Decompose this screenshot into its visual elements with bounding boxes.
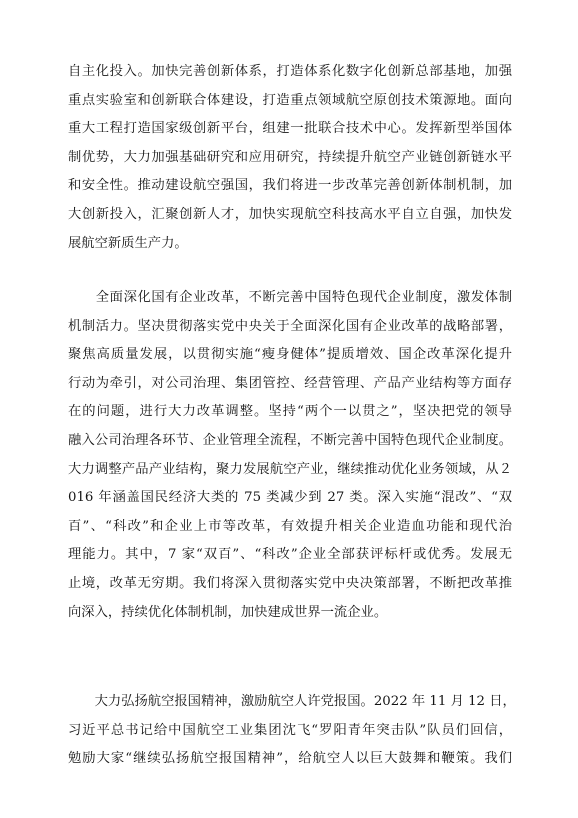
text-line: 大力调整产品产业结构，聚力发展航空产业，继续推动优化业务领域，从２ <box>68 461 512 477</box>
text-line: 止境，改革无穷期。我们将深入贯彻落实党中央决策部署，不断把改革推 <box>68 575 512 591</box>
text-line: 在的问题，进行大力改革调整。坚持“两个一以贯之”，坚决把党的领导 <box>68 404 512 420</box>
text-line: 重大工程打造国家级创新平台，组建一批联合技术中心。发挥新型举国体 <box>68 121 512 137</box>
text-line: 行动为牵引，对公司治理、集团管控、经营管理、产品产业结构等方面存 <box>68 375 512 391</box>
text-line: 全面深化国有企业改革，不断完善中国特色现代企业制度，激发体制 <box>68 290 512 305</box>
text-line: 理能力。其中，7 家“双百”、“科改”企业全部获评标杆或优秀。发展无 <box>68 547 512 563</box>
text-line: 勉励大家“继续弘扬航空报国精神”，给航空人以巨大鼓舞和鞭策。我们 <box>68 751 512 767</box>
text-line: 大力弘扬航空报国精神，激励航空人许党报国。2022 年 11 月 12 日， <box>68 694 516 709</box>
paragraph-soe-reform <box>68 284 512 627</box>
text-line: 制优势，大力加强基础研究和应用研究，持续提升航空产业链创新链水平 <box>68 149 512 165</box>
paragraph-innovation <box>68 58 512 258</box>
text-line: 聚焦高质量发展，以贯彻实施“瘦身健体”提质增效、国企改革深化提升 <box>68 347 512 363</box>
text-line: 习近平总书记给中国航空工业集团沈飞“罗阳青年突击队”队员们回信， <box>68 722 512 738</box>
text-line: 重点实验室和创新联合体建设，打造重点领域航空原创技术策源地。面向 <box>68 92 512 108</box>
text-line: 016 年涵盖国民经济大类的 75 类减少到 27 类。深入实施“混改”、“双 <box>68 490 512 506</box>
text-line: 展航空新质生产力。 <box>68 235 188 251</box>
text-line: 百”、“科改”和企业上市等改革，有效提升相关企业造血功能和现代治 <box>68 518 512 534</box>
text-line: 融入公司治理各环节、企业管理全流程，不断完善中国特色现代企业制度。 <box>68 432 512 448</box>
text-line: 向深入，持续优化体制机制，加快建成世界一流企业。 <box>68 604 388 620</box>
text-line: 和安全性。推动建设航空强国，我们将进一步改革完善创新体制机制，加 <box>68 178 512 194</box>
text-line: 自主化投入。加快完善创新体系，打造体系化数字化创新总部基地，加强 <box>68 64 512 79</box>
text-line: 机制活力。坚决贯彻落实党中央关于全面深化国有企业改革的战略部署， <box>68 318 512 334</box>
text-line: 大创新投入，汇聚创新人才，加快实现航空科技高水平自立自强，加快发 <box>68 206 512 222</box>
paragraph-aviation-spirit <box>68 688 516 774</box>
